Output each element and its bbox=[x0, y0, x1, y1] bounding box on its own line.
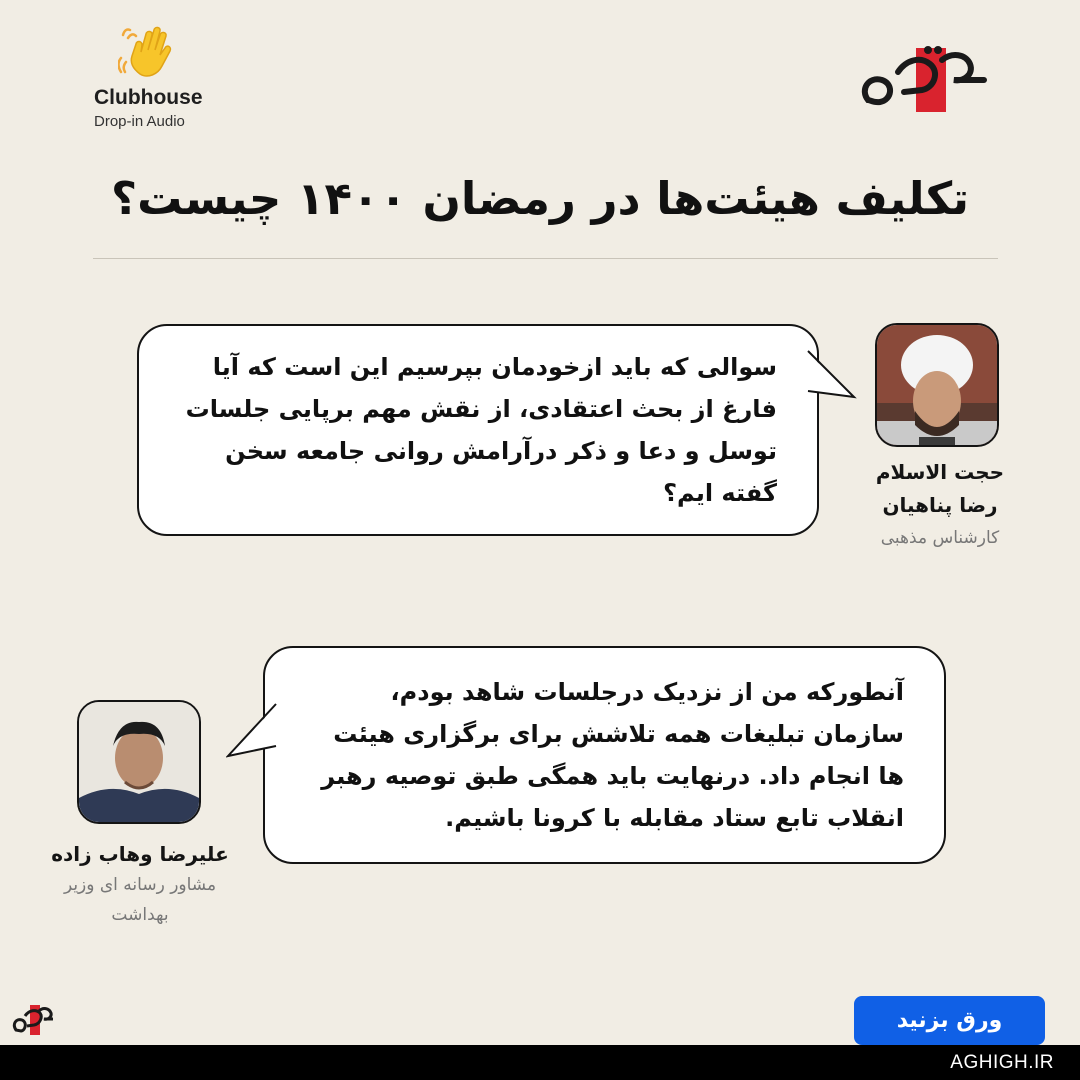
footer-bar bbox=[0, 1045, 1080, 1080]
divider bbox=[93, 258, 998, 259]
footer-url[interactable]: AGHIGH.IR bbox=[950, 1052, 1054, 1073]
speaker-1-fullname: رضا پناهیان bbox=[882, 493, 998, 517]
quote-bubble-1 bbox=[137, 324, 819, 536]
aghigh-logo bbox=[858, 42, 992, 116]
speaker-2-role-line1: مشاور رسانه ای وزیر bbox=[63, 875, 217, 895]
speaker-2-role bbox=[40, 870, 240, 930]
clubhouse-tagline: Drop-in Audio bbox=[94, 113, 185, 130]
headline: تکلیف هیئت‌ها در رمضان ۱۴۰۰ چیست؟ bbox=[110, 172, 970, 225]
quote-text-2: آنطورکه من از نزدیک درجلسات شاهد بودم، سازمان تبلیغات همه تلاشش برای برگزاری هیئت ها انجام داد. درنهایت باید همگی طبق توصیه رهبر انقلاب تابع ستاد مقابله با کرونا باشیم. bbox=[321, 678, 904, 832]
speaker-1-title: حجت الاسلام bbox=[875, 460, 1005, 484]
waving-hand-icon bbox=[118, 22, 180, 82]
speaker-1-role: کارشناس مذهبی bbox=[880, 528, 1000, 548]
speaker-1-name bbox=[850, 456, 1030, 522]
clubhouse-title: Clubhouse bbox=[94, 86, 203, 109]
quote-text-1: سوالی که باید ازخودمان بپرسیم این است که آیا فارغ از بحث اعتقادی، از نقش مهم برپایی جلسات توسل و دعا و ذکر درآرامش روانی جامعه سخن گفته ایم؟ bbox=[185, 353, 777, 507]
speaker-2-role-line2: بهداشت bbox=[111, 905, 169, 925]
speaker-2-name: علیرضا وهاب زاده bbox=[51, 842, 229, 866]
bubble-tail-2 bbox=[226, 700, 278, 760]
quote-bubble-2 bbox=[263, 646, 946, 864]
swipe-button[interactable]: ورق بزنید bbox=[854, 996, 1045, 1045]
avatar-vahabzadeh bbox=[77, 700, 201, 824]
avatar-panahian bbox=[875, 323, 999, 447]
bubble-tail-1 bbox=[806, 345, 858, 405]
aghigh-small-logo bbox=[12, 1002, 54, 1038]
